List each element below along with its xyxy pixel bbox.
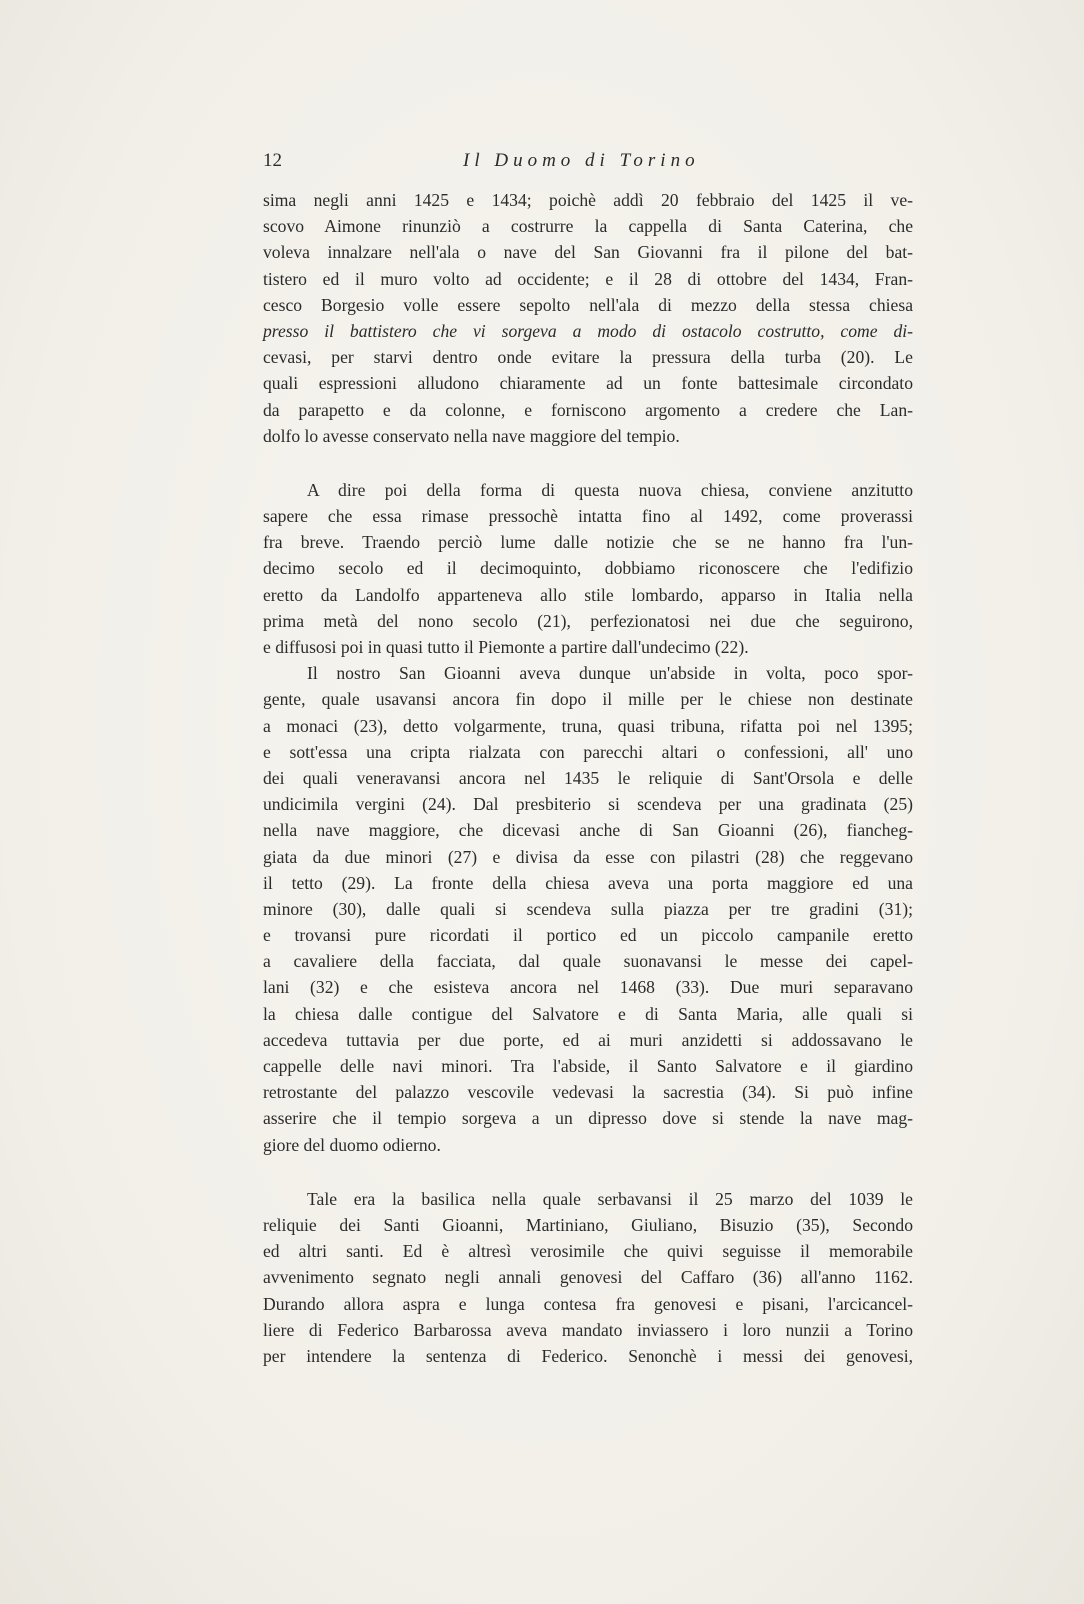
text-line: avvenimento segnato negli annali genovesi del Caffaro (36) all'anno 1162. xyxy=(263,1267,913,1288)
paragraph-3 xyxy=(263,660,913,1158)
text-line: fra breve. Traendo perciò lume dalle notizie che se ne hanno fra l'un- xyxy=(263,532,913,553)
text-line: accedeva tuttavia per due porte, ed ai muri anzidetti si addossavano le xyxy=(263,1029,913,1050)
text-line: sapere che essa rimase pressochè intatta fino al 1492, come proverassi xyxy=(263,506,913,527)
text-line: Tale era la basilica nella quale serbavansi il 25 marzo del 1039 le xyxy=(307,1188,913,1209)
text-line: giata da due minori (27) e divisa da esse con pilastri (28) che reggevano xyxy=(263,846,913,867)
text-line: gente, quale usavansi ancora fin dopo il mille per le chiese non destinate xyxy=(263,689,913,710)
text-line: Durando allora aspra e lunga contesa fra genovesi e pisani, l'arcicancel- xyxy=(263,1293,913,1314)
text-line: prima metà del nono secolo (21), perfezionatosi nei due che seguirono, xyxy=(263,610,913,631)
body-text xyxy=(263,187,913,1369)
text-line: e sott'essa una cripta rialzata con parecchi altari o confessioni, all' uno xyxy=(263,741,913,762)
text-line: undicimila vergini (24). Dal presbiterio si scendeva per una gradinata (25) xyxy=(263,794,913,815)
text-line: scovo Aimone rinunziò a costrurre la cappella di Santa Caterina, che xyxy=(263,216,913,237)
text-line: cappelle delle navi minori. Tra l'abside, il Santo Salvatore e il giardino xyxy=(263,1056,913,1076)
text-line: e diffusosi poi in quasi tutto il Piemonte a partire dall'undecimo (22). xyxy=(263,637,749,657)
text-line: dei quali veneravansi ancora nel 1435 le reliquie di Sant'Orsola e delle xyxy=(263,767,913,788)
text-line: da parapetto e da colonne, e forniscono argomento a credere che Lan- xyxy=(263,399,913,420)
text-line: Il nostro San Gioanni aveva dunque un'abside in volta, poco spor- xyxy=(307,663,913,684)
paragraph-gap xyxy=(263,1158,913,1186)
text-line: giore del duomo odierno. xyxy=(263,1134,441,1155)
text-line: reliquie dei Santi Gioanni, Martiniano, Giuliano, Bisuzio (35), Secondo xyxy=(263,1214,913,1235)
text-line: decimo secolo ed il decimoquinto, dobbiamo riconoscere che l'edifizio xyxy=(263,558,913,579)
text-line: tistero ed il muro volto ad occidente; e il 28 di ottobre del 1434, Fran- xyxy=(263,268,913,289)
paragraph-2 xyxy=(263,477,913,660)
running-title: Il Duomo di Torino xyxy=(463,150,700,171)
text-line: retrostante del palazzo vescovile vedevasi la sacrestia (34). Si può infine xyxy=(263,1082,913,1103)
text-line: asserire che il tempio sorgeva a un dipresso dove si stende la nave mag- xyxy=(263,1108,913,1129)
page-number: 12 xyxy=(263,150,282,171)
text-line: cevasi, per starvi dentro onde evitare la pressura della turba (20). Le xyxy=(263,347,913,368)
text-line: nella nave maggiore, che dicevasi anche di San Gioanni (26), fiancheg- xyxy=(263,820,913,841)
paragraph-1 xyxy=(263,187,913,449)
paragraph-4 xyxy=(263,1186,913,1369)
text-line: a monaci (23), detto volgarmente, truna, quasi tribuna, rifatta poi nel 1395; xyxy=(263,715,913,736)
text-line: sima negli anni 1425 e 1434; poichè addì 20 febbraio del 1425 il ve- xyxy=(263,190,913,210)
text-line: la chiesa dalle contigue del Salvatore e di Santa Maria, alle quali si xyxy=(263,1003,913,1024)
text-line: dolfo lo avesse conservato nella nave maggiore del tempio. xyxy=(263,425,680,446)
paragraph-gap xyxy=(263,449,913,477)
page-header xyxy=(263,148,913,178)
text-line: A dire poi della forma di questa nuova chiesa, conviene anzitutto xyxy=(307,479,913,500)
text-line: minore (30), dalle quali si scendeva sulla piazza per tre gradini (31); xyxy=(263,898,913,919)
text-line: voleva innalzare nell'ala o nave del San Giovanni fra il pilone del bat- xyxy=(263,242,913,263)
text-line: presso il battistero che vi sorgeva a modo di ostacolo costrutto, come di- xyxy=(263,320,913,341)
text-line: quali espressioni alludono chiaramente ad un fonte battesimale circondato xyxy=(263,373,913,394)
text-line: lani (32) e che esisteva ancora nel 1468 (33). Due muri separavano xyxy=(263,977,913,998)
text-line: e trovansi pure ricordati il portico ed un piccolo campanile eretto xyxy=(263,925,913,946)
text-line: ed altri santi. Ed è altresì verosimile che quivi seguisse il memorabile xyxy=(263,1241,913,1262)
text-line: cesco Borgesio volle essere sepolto nell'ala di mezzo della stessa chiesa xyxy=(263,294,913,315)
text-line: il tetto (29). La fronte della chiesa aveva una porta maggiore ed una xyxy=(263,872,913,893)
text-line: a cavaliere della facciata, dal quale suonavansi le messe dei capel- xyxy=(263,951,913,972)
text-line: liere di Federico Barbarossa aveva mandato inviassero i loro nunzii a Torino xyxy=(263,1319,913,1340)
text-line: per intendere la sentenza di Federico. Senonchè i messi dei genovesi, xyxy=(263,1345,913,1366)
text-line: eretto da Landolfo apparteneva allo stile lombardo, apparso in Italia nella xyxy=(263,584,913,605)
